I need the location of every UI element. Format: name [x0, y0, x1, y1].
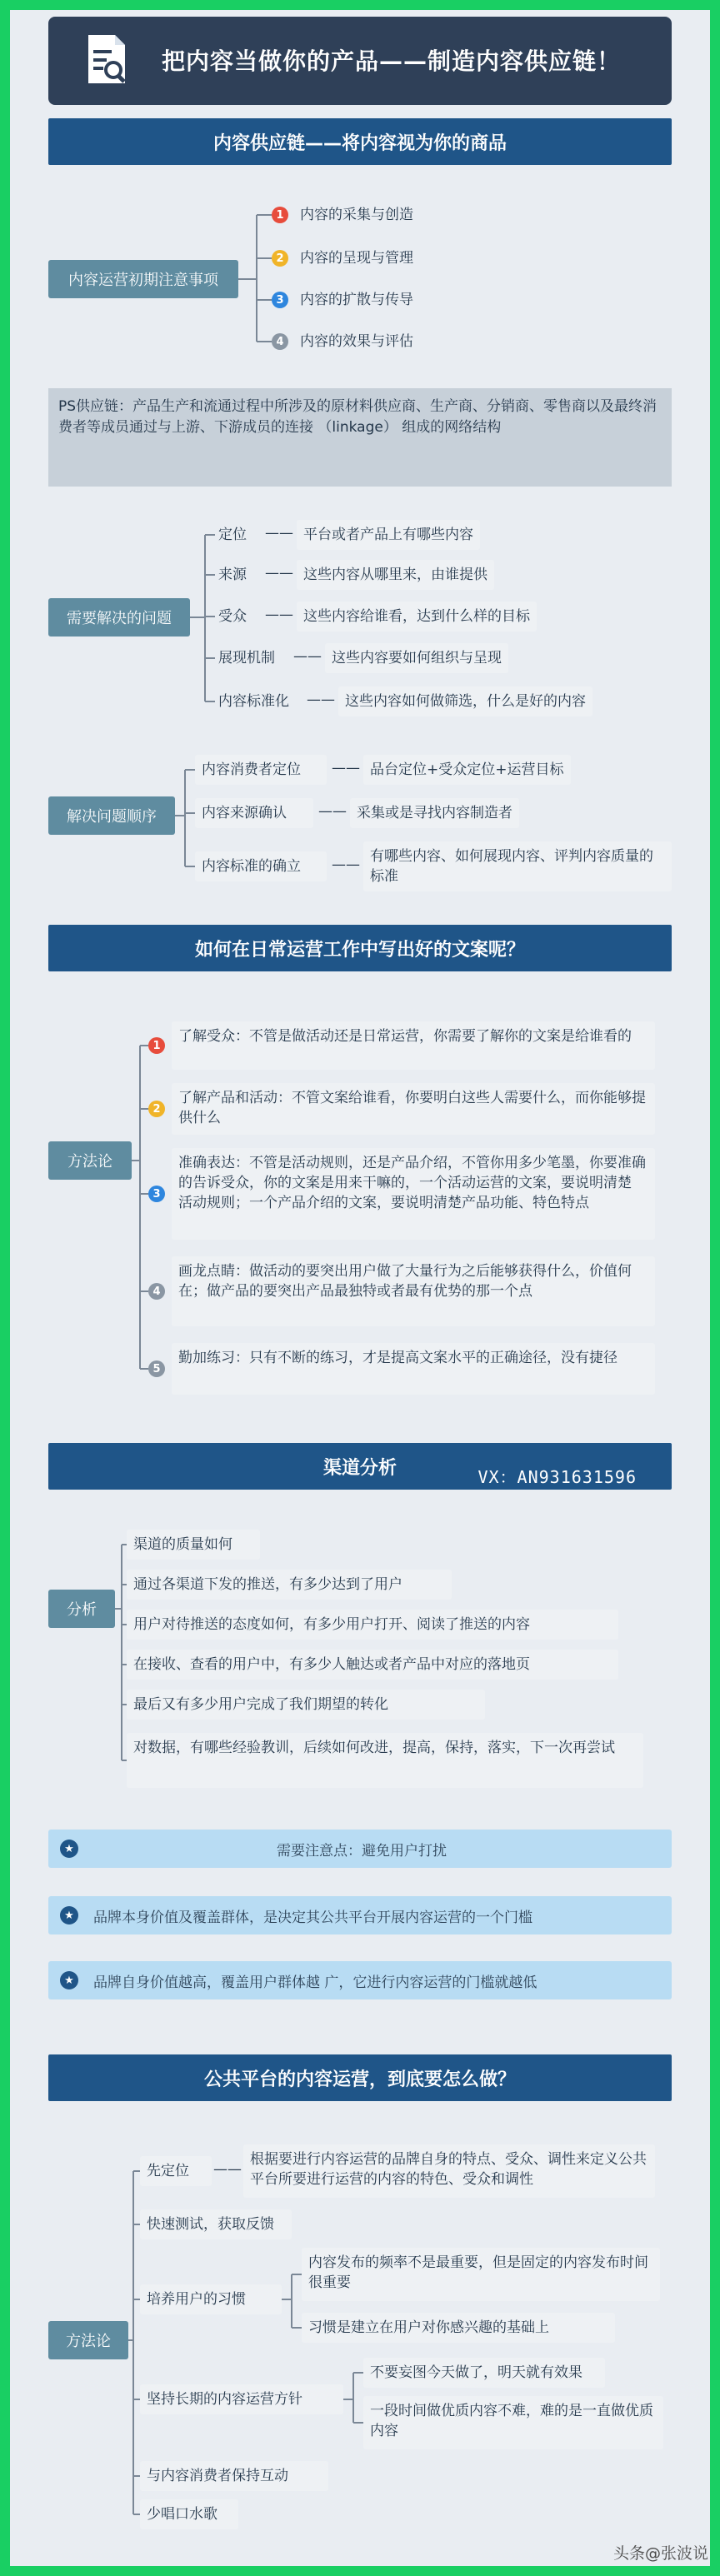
number-badge-icon: 5 — [148, 1360, 165, 1377]
problem-value: 这些内容要如何组织与呈现 — [325, 643, 508, 673]
number-badge-icon: 4 — [272, 333, 288, 350]
list-item: 内容的采集与创造 — [300, 207, 413, 223]
problem-value: 这些内容从哪里来，由谁提供 — [297, 560, 494, 590]
number-badge-icon: 3 — [148, 1186, 165, 1202]
order-key: 内容消费者定位 — [195, 755, 327, 785]
analysis-item: 用户对待推送的态度如何，有多少用户打开、阅读了推送的内容 — [127, 1610, 618, 1640]
section-banner-copywriting: 如何在日常运营工作中写出好的文案呢？ — [48, 925, 672, 971]
root-node-order: 解决问题顺序 — [48, 796, 175, 835]
method-item: 准确表达：不管是活动规则，还是产品介绍，不管你用多少笔墨，你要准确的告诉受众，你的文案是用来干嘛的，一个活动运营的文案，要说明清楚 活动规则；一个产品介绍的文案，要说明清楚产品功能、特色特点 — [172, 1148, 655, 1240]
number-badge-icon: 1 — [148, 1037, 165, 1054]
banner-label: 渠道分析 — [322, 1457, 397, 1479]
dash-connector: —— — [318, 803, 347, 820]
order-value: 采集或是寻找内容制造者 — [350, 798, 519, 828]
root-node-analysis: 分析 — [48, 1590, 115, 1628]
habit-sub: 习惯是建立在用户对你感兴趣的基础上 — [302, 2313, 615, 2343]
footer-watermark: 头条@张波说 — [612, 2544, 708, 2563]
note-bar — [48, 1896, 672, 1934]
strategy-item: 与内容消费者保持互动 — [140, 2461, 328, 2491]
method-item: 了解受众：不管是做活动还是日常运营，你需要了解你的文案是给谁看的 — [172, 1021, 655, 1070]
analysis-item: 在接收、查看的用户中，有多少人触达或者产品中对应的落地页 — [127, 1650, 618, 1680]
analysis-item: 通过各渠道下发的推送，有多少达到了用户 — [127, 1570, 452, 1600]
method-item: 画龙点睛：做活动的要突出用户做了大量行为之后能够获得什么，价值何在；做产品的要突出产品最独特或者最有优势的那一个点 — [172, 1256, 655, 1326]
problem-value: 平台或者产品上有哪些内容 — [297, 520, 480, 550]
root-node-methodology: 方法论 — [48, 1141, 132, 1180]
root-node-methodology-2: 方法论 — [48, 2321, 128, 2359]
note-text: 品牌自身价值越高，覆盖用户群体越 广，它进行内容运营的门槛就越低 — [93, 1974, 538, 1991]
analysis-item: 对数据，有哪些经验教训，后续如何改进，提高，保持，落实，下一次再尝试 — [127, 1733, 643, 1788]
number-badge-icon: 1 — [272, 207, 288, 223]
section-banner-supply-chain: 内容供应链——将内容视为你的商品 — [48, 118, 672, 165]
order-key: 内容来源确认 — [195, 798, 313, 828]
list-item: 内容的效果与评估 — [300, 333, 413, 350]
strategy-key: 坚持长期的内容运营方针 — [140, 2384, 343, 2414]
problem-value: 这些内容如何做筛选，什么是好的内容 — [338, 686, 592, 716]
title-bar — [48, 17, 672, 105]
star-icon: ★ — [60, 1906, 78, 1925]
problem-key: 展现机制 — [218, 650, 275, 666]
dash-connector: —— — [213, 2161, 242, 2178]
watermark-text: VX：AN931631596 — [478, 1467, 637, 1487]
root-node-problems: 需要解决的问题 — [48, 598, 190, 637]
strategy-key: 培养用户的习惯 — [140, 2284, 282, 2314]
star-icon: ★ — [60, 1840, 78, 1858]
document-search-icon — [83, 33, 130, 87]
root-node-initial-notes: 内容运营初期注意事项 — [48, 260, 238, 298]
number-badge-icon: 4 — [148, 1283, 165, 1300]
number-badge-icon: 2 — [148, 1101, 165, 1117]
list-item: 内容的呈现与管理 — [300, 250, 413, 267]
dash-connector: —— — [307, 691, 335, 708]
dash-connector: —— — [265, 607, 293, 623]
dash-connector: —— — [332, 760, 360, 776]
number-badge-icon: 2 — [272, 250, 288, 267]
strategy-key: 先定位 — [140, 2156, 212, 2186]
dash-connector: —— — [265, 565, 293, 582]
problem-key: 定位 — [218, 527, 247, 543]
star-icon: ★ — [60, 1971, 78, 1989]
section-banner-public-platform: 公共平台的内容运营，到底要怎么做？ — [48, 2054, 672, 2101]
dash-connector: —— — [332, 856, 360, 873]
order-key: 内容标准的确立 — [195, 851, 327, 881]
ps-note: PS供应链：产品生产和流通过程中所涉及的原材料供应商、生产商、分销商、零售商以及最终消费者等成员通过与上游、下游成员的连接 （linkage） 组成的网络结构 — [48, 388, 672, 487]
list-item: 内容的扩散与传导 — [300, 292, 413, 308]
method-item: 勤加练习：只有不断的练习，才是提高文案水平的正确途径，没有捷径 — [172, 1343, 655, 1395]
analysis-item: 最后又有多少用户完成了我们期望的转化 — [127, 1690, 485, 1720]
method-item: 了解产品和活动：不管文案给谁看，你要明白这些人需要什么，而你能够提供什么 — [172, 1083, 655, 1135]
problem-key: 内容标准化 — [218, 693, 289, 710]
longterm-sub: 一段时间做优质内容不难，难的是一直做优质内容 — [363, 2396, 663, 2449]
longterm-sub: 不要妄图今天做了，明天就有效果 — [363, 2358, 605, 2388]
page-title: 把内容当做你的产品——制造内容供应链！ — [162, 47, 622, 75]
strategy-item: 少唱口水歌 — [140, 2499, 238, 2529]
note-text: 品牌本身价值及覆盖群体，是决定其公共平台开展内容运营的一个门槛 — [93, 1909, 532, 1926]
note-bar — [48, 1830, 672, 1868]
dash-connector: —— — [293, 648, 322, 665]
problem-value: 这些内容给谁看，达到什么样的目标 — [297, 602, 537, 632]
strategy-item: 快速测试，获取反馈 — [140, 2209, 292, 2239]
note-text: 需要注意点：避免用户打扰 — [277, 1842, 447, 1860]
strategy-value: 根据要进行内容运营的品牌自身的特点、受众、调性来定义公共平台所要进行运营的内容的特色、受众和调性 — [243, 2144, 655, 2198]
note-bar — [48, 1961, 672, 1999]
order-value: 有哪些内容、如何展现内容、评判内容质量的标准 — [363, 841, 672, 891]
problem-key: 来源 — [218, 567, 247, 583]
dash-connector: —— — [265, 525, 293, 542]
order-value: 品台定位+受众定位+运营目标 — [363, 755, 571, 785]
number-badge-icon: 3 — [272, 292, 288, 308]
problem-key: 受众 — [218, 608, 247, 625]
habit-sub: 内容发布的频率不是最重要，但是固定的内容发布时间很重要 — [302, 2248, 660, 2301]
analysis-item: 渠道的质量如何 — [127, 1530, 260, 1560]
